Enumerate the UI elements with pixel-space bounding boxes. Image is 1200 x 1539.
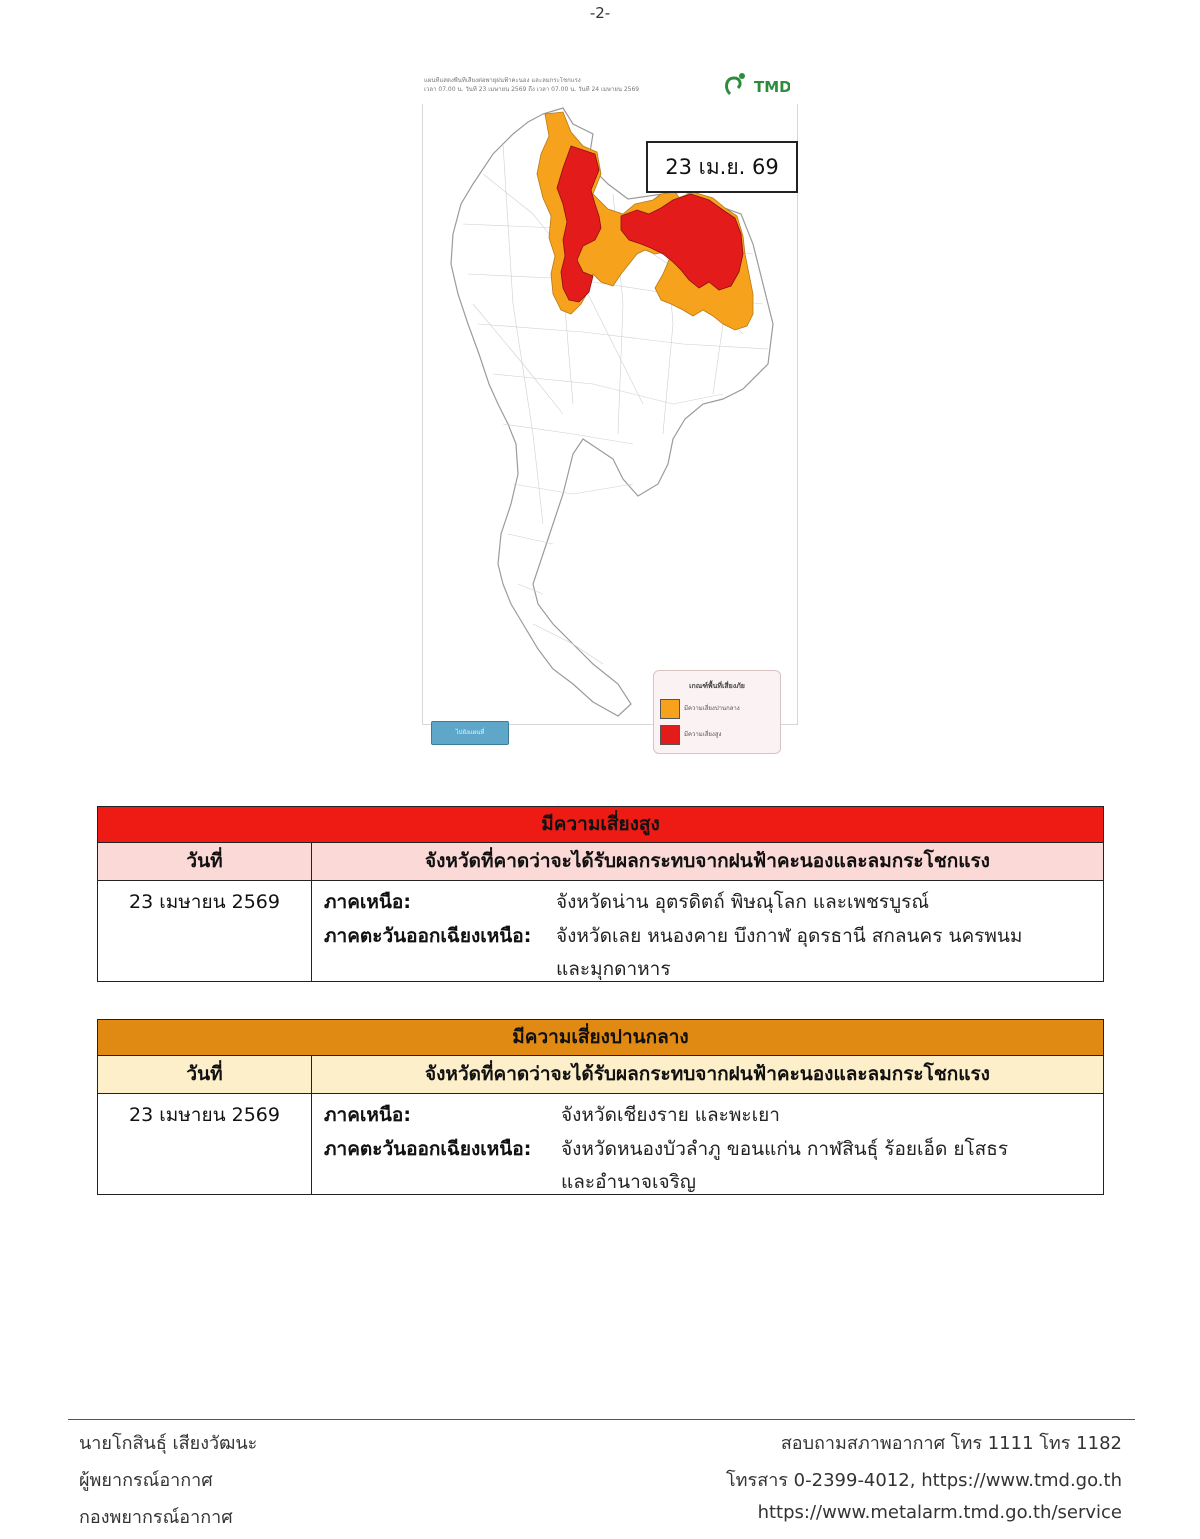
legend-label-high: มีความเสี่ยงสูง bbox=[684, 731, 722, 738]
contact-service-url[interactable]: https://www.metalarm.tmd.go.th/service bbox=[757, 1502, 1122, 1523]
logo-text: TMD bbox=[754, 78, 790, 96]
forecaster-division: กองพยากรณ์อากาศ bbox=[79, 1507, 233, 1528]
medium-risk-northeast-provinces-line1: จังหวัดหนองบัวลำภู ขอนแก่น กาฬสินธุ์ ร้อยเอ็ด ยโสธร bbox=[561, 1138, 1009, 1160]
tmd-logo bbox=[720, 70, 790, 100]
medium-risk-col-provinces: จังหวัดที่คาดว่าจะได้รับผลกระทบจากฝนฟ้าคะนองและลมกระโชกแรง bbox=[425, 1063, 990, 1085]
contact-phone: สอบถามสภาพอากาศ โทร 1111 โทร 1182 bbox=[780, 1433, 1122, 1454]
medium-risk-north-provinces: จังหวัดเชียงราย และพะเยา bbox=[561, 1104, 780, 1126]
medium-risk-northeast-label: ภาคตะวันออกเฉียงเหนือ: bbox=[324, 1138, 532, 1160]
medium-risk-date: 23 เมษายน 2569 bbox=[98, 1094, 312, 1194]
high-risk-table bbox=[97, 806, 1104, 982]
footer-divider bbox=[68, 1419, 1135, 1420]
forecaster-position: ผู้พยากรณ์อากาศ bbox=[79, 1470, 213, 1491]
medium-risk-north-label: ภาคเหนือ: bbox=[324, 1104, 411, 1126]
legend-title: เกณฑ์พื้นที่เสี่ยงภัย bbox=[689, 682, 745, 690]
medium-risk-title: มีความเสี่ยงปานกลาง bbox=[98, 1020, 1103, 1056]
legend-label-medium: มีความเสี่ยงปานกลาง bbox=[684, 705, 740, 712]
legend-swatch-high bbox=[660, 725, 680, 745]
map-caption-line1: แผนที่แสดงพื้นที่เสี่ยงต่อพายุฝนฟ้าคะนอง และลมกระโชกแรง bbox=[424, 77, 581, 84]
map-link-button[interactable]: ไปยังแผนที่ bbox=[431, 721, 509, 745]
high-risk-header-row bbox=[98, 843, 1103, 881]
high-risk-date: 23 เมษายน 2569 bbox=[98, 881, 312, 981]
medium-risk-northeast-provinces-line2: และอำนาจเจริญ bbox=[561, 1171, 696, 1193]
medium-risk-row bbox=[98, 1094, 1103, 1194]
thailand-outline bbox=[451, 108, 773, 716]
thailand-map bbox=[422, 104, 798, 738]
legend-item-medium bbox=[660, 699, 776, 717]
medium-risk-col-date: วันที่ bbox=[98, 1056, 312, 1093]
high-risk-northeast-provinces-line1: จังหวัดเลย หนองคาย บึงกาฬ อุดรธานี สกลนคร นครพนม bbox=[556, 925, 1023, 947]
risk-map-figure bbox=[422, 70, 798, 738]
high-risk-col-date: วันที่ bbox=[98, 843, 312, 880]
legend-item-high bbox=[660, 725, 776, 743]
page-number: -2- bbox=[589, 4, 611, 22]
high-risk-row bbox=[98, 881, 1103, 981]
map-header bbox=[422, 70, 798, 104]
map-caption-line2: เวลา 07.00 น. วันที่ 23 เมษายน 2569 ถึง เวลา 07.00 น. วันที่ 24 เมษายน 2569 bbox=[424, 86, 640, 93]
high-risk-northeast-provinces-line2: และมุกดาหาร bbox=[556, 958, 671, 980]
thailand-map-svg bbox=[423, 104, 797, 724]
map-legend bbox=[653, 670, 781, 754]
medium-risk-provinces-cell bbox=[312, 1094, 1103, 1194]
high-risk-north-label: ภาคเหนือ: bbox=[324, 891, 411, 913]
forecaster-name: นายโกสินธุ์ เสียงวัฒนะ bbox=[79, 1433, 258, 1454]
high-risk-col-provinces: จังหวัดที่คาดว่าจะได้รับผลกระทบจากฝนฟ้าคะนองและลมกระโชกแรง bbox=[425, 850, 990, 872]
high-risk-northeast-label: ภาคตะวันออกเฉียงเหนือ: bbox=[324, 925, 532, 947]
high-risk-provinces-cell bbox=[312, 881, 1103, 981]
medium-risk-table bbox=[97, 1019, 1104, 1195]
contact-fax-web[interactable]: โทรสาร 0-2399-4012, https://www.tmd.go.th bbox=[726, 1470, 1122, 1491]
legend-swatch-medium bbox=[660, 699, 680, 719]
medium-risk-header-row bbox=[98, 1056, 1103, 1094]
high-risk-title: มีความเสี่ยงสูง bbox=[98, 807, 1103, 843]
high-risk-north-provinces: จังหวัดน่าน อุตรดิตถ์ พิษณุโลก และเพชรบูรณ์ bbox=[556, 891, 929, 913]
map-date-label: 23 เม.ย. 69 bbox=[646, 141, 798, 193]
